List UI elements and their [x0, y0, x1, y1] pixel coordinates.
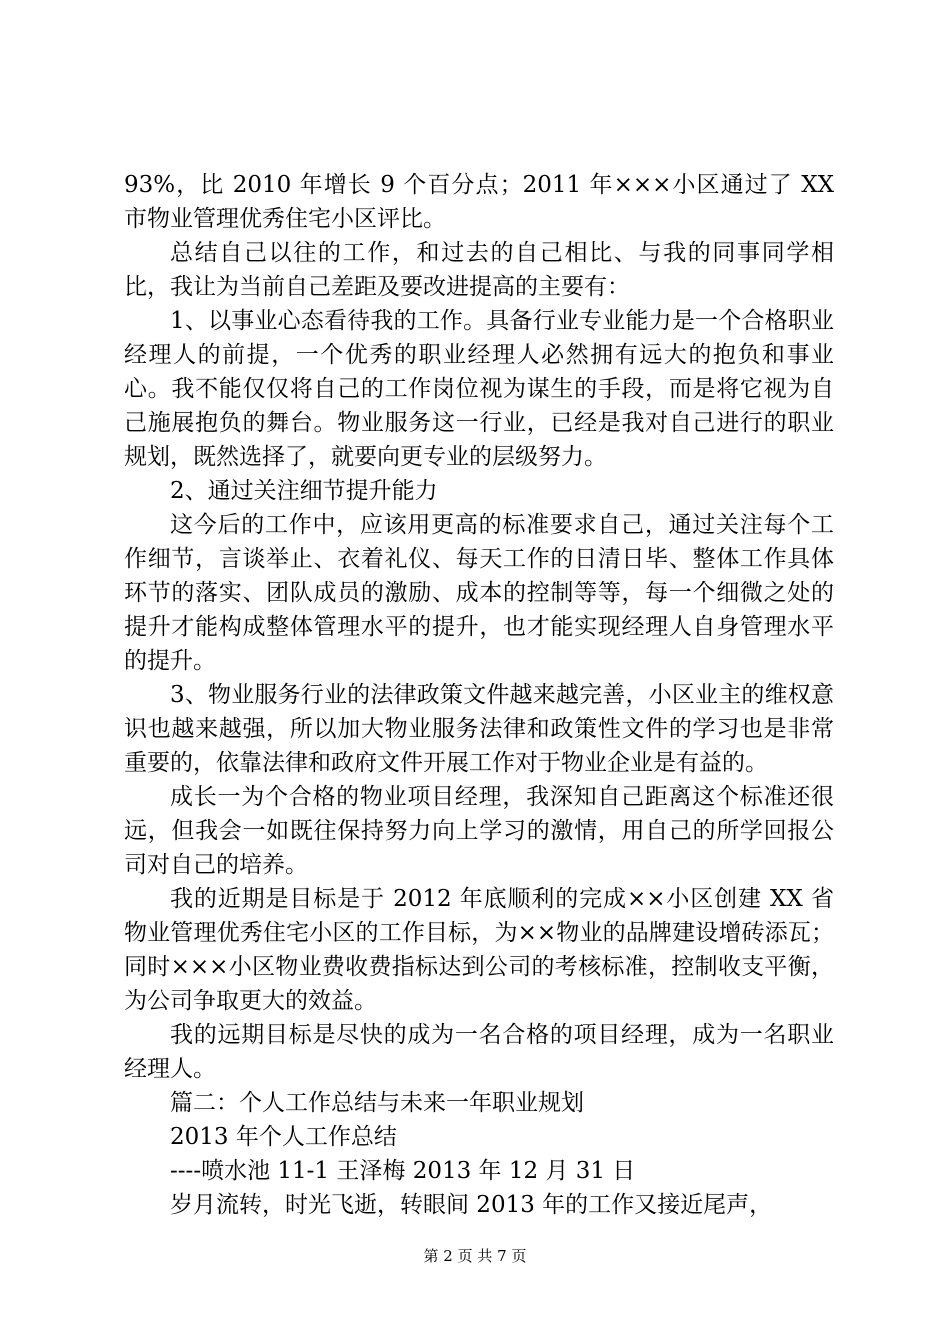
- paragraph: 1、以事业心态看待我的工作。具备行业专业能力是一个合格职业经理人的前提，一个优秀的职业经理人必然拥有远大的抱负和事业心。我不能仅仅将自己的工作岗位视为谋生的手段，而是将它视为自己施展抱负的舞台。物业服务这一行业，已经是我对自己进行的职业规划，既然选择了，就要向更专业的层级努力。: [124, 308, 834, 470]
- paragraph: 总结自己以往的工作，和过去的自己相比、与我的同事同学相比，我让为当前自己差距及要改进提高的主要有：: [124, 240, 834, 300]
- paragraph: 成长一为个合格的物业项目经理，我深知自己距离这个标准还很远，但我会一如既往保持努力向上学习的激情，用自己的所学回报公司对自己的培养。: [124, 784, 834, 878]
- page-footer: [0, 1246, 950, 1266]
- paragraph: 2、通过关注细节提升能力: [170, 478, 438, 504]
- page-number: 第 2 页 共 7 页: [423, 1247, 527, 1265]
- paragraph: 93%，比 2010 年增长 9 个百分点；2011 年×××小区通过了 XX 市物业管理优秀住宅小区评比。: [124, 172, 834, 232]
- document-title: 2013 年个人工作总结: [170, 1124, 397, 1150]
- paragraph: 我的远期目标是尽快的成为一名合格的项目经理，成为一名职业经理人。: [124, 1022, 834, 1082]
- document-body: [124, 168, 834, 1222]
- section-heading: 篇二：个人工作总结与未来一年职业规划: [170, 1090, 584, 1116]
- paragraph: 这今后的工作中，应该用更高的标准要求自己，通过关注每个工作细节，言谈举止、衣着礼仪、每天工作的日清日毕、整体工作具体环节的落实、团队成员的激励、成本的控制等等，每一个细微之处的提升才能构成整体管理水平的提升，也才能实现经理人自身管理水平的提升。: [124, 512, 834, 674]
- author-line: ----喷水池 11-1 王泽梅 2013 年 12 月 31 日: [170, 1158, 636, 1184]
- paragraph: 我的近期是目标是于 2012 年底顺利的完成××小区创建 XX 省物业管理优秀住宅小区的工作目标，为××物业的品牌建设增砖添瓦；同时×××小区物业费收费指标达到公司的考核标准，控制收支平衡，为公司争取更大的效益。: [124, 886, 834, 1014]
- paragraph: 岁月流转，时光飞逝，转眼间 2013 年的工作又接近尾声，: [170, 1192, 773, 1218]
- paragraph: 3、物业服务行业的法律政策文件越来越完善，小区业主的维权意识也越来越强，所以加大物业服务法律和政策性文件的学习也是非常重要的，依靠法律和政府文件开展工作对于物业企业是有益的。: [124, 682, 834, 776]
